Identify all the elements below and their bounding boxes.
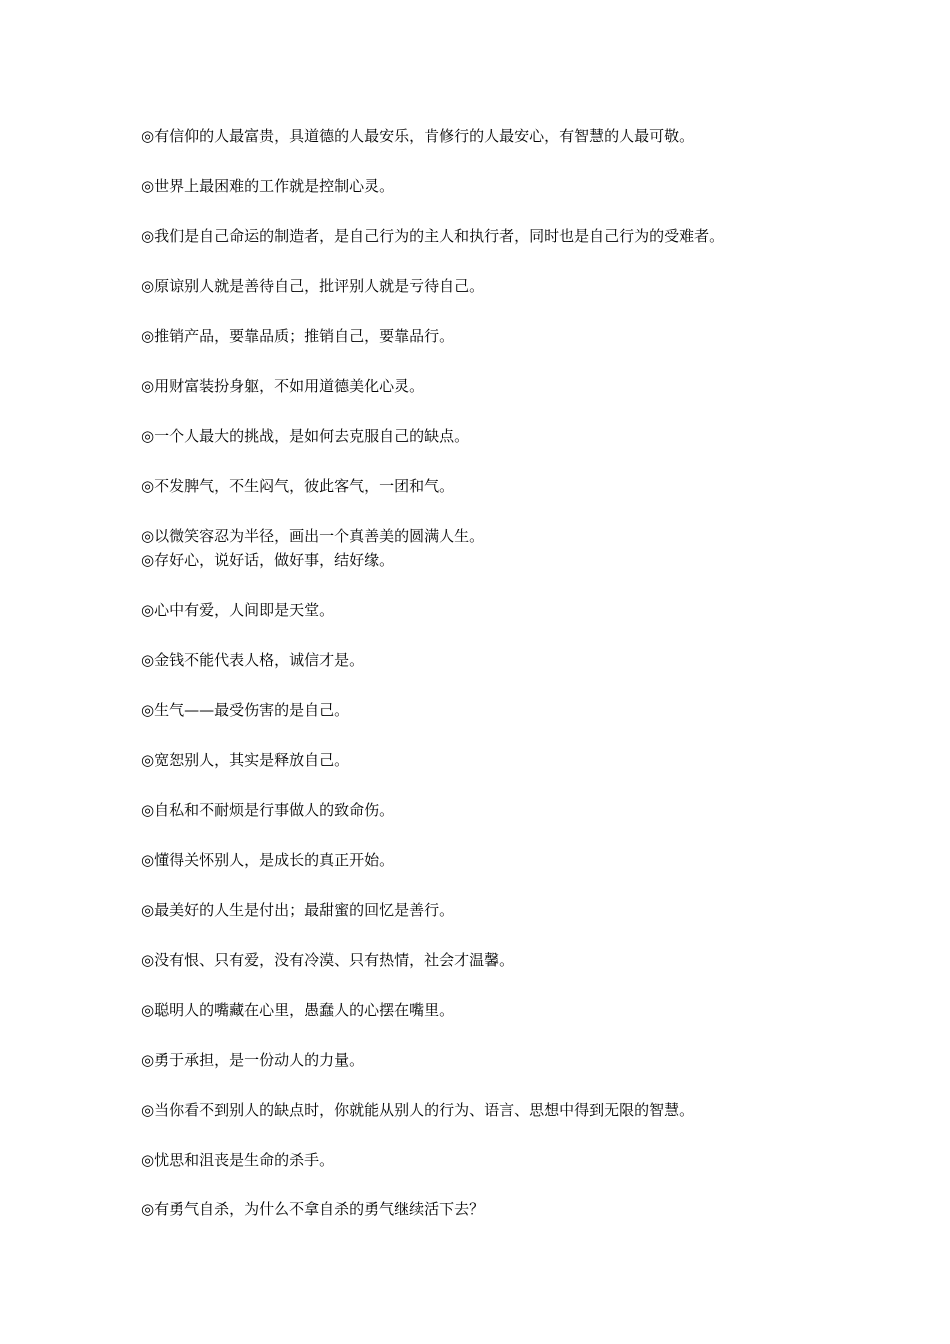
quote-line: ◎我们是自己命运的制造者，是自己行为的主人和执行者，同时也是自己行为的受难者。 bbox=[141, 227, 725, 245]
quote-line: ◎世界上最困难的工作就是控制心灵。 bbox=[141, 177, 395, 195]
quote-line: ◎用财富装扮身躯，不如用道德美化心灵。 bbox=[141, 377, 425, 395]
quote-line: ◎勇于承担，是一份动人的力量。 bbox=[141, 1051, 365, 1069]
quote-line: ◎宽恕别人，其实是释放自己。 bbox=[141, 751, 350, 769]
quote-line: ◎最美好的人生是付出；最甜蜜的回忆是善行。 bbox=[141, 901, 455, 919]
quote-line: ◎聪明人的嘴藏在心里，愚蠢人的心摆在嘴里。 bbox=[141, 1001, 455, 1019]
quote-line: ◎有勇气自杀，为什么不拿自杀的勇气继续活下去？ bbox=[141, 1200, 485, 1218]
quote-line: ◎以微笑容忍为半径，画出一个真善美的圆满人生。 bbox=[141, 527, 485, 545]
quote-line: ◎不发脾气，不生闷气，彼此客气，一团和气。 bbox=[141, 477, 455, 495]
quote-line: ◎有信仰的人最富贵，具道德的人最安乐，肯修行的人最安心，有智慧的人最可敬。 bbox=[141, 127, 695, 145]
quote-line: ◎金钱不能代表人格，诚信才是。 bbox=[141, 651, 365, 669]
quote-line: ◎自私和不耐烦是行事做人的致命伤。 bbox=[141, 801, 395, 819]
quote-line: ◎懂得关怀别人，是成长的真正开始。 bbox=[141, 851, 395, 869]
quote-line: ◎没有恨、只有爱，没有冷漠、只有热情，社会才温馨。 bbox=[141, 951, 515, 969]
quote-line: ◎心中有爱，人间即是天堂。 bbox=[141, 601, 335, 619]
quote-line: ◎一个人最大的挑战，是如何去克服自己的缺点。 bbox=[141, 427, 470, 445]
quote-line: ◎生气——最受伤害的是自己。 bbox=[141, 701, 350, 719]
quote-line: ◎忧思和沮丧是生命的杀手。 bbox=[141, 1151, 335, 1169]
quote-line: ◎推销产品，要靠品质；推销自己，要靠品行。 bbox=[141, 327, 455, 345]
quote-line: ◎原谅别人就是善待自己，批评别人就是亏待自己。 bbox=[141, 277, 485, 295]
quote-line: ◎存好心，说好话，做好事，结好缘。 bbox=[141, 551, 395, 569]
quote-line: ◎当你看不到别人的缺点时，你就能从别人的行为、语言、思想中得到无限的智慧。 bbox=[141, 1101, 695, 1119]
